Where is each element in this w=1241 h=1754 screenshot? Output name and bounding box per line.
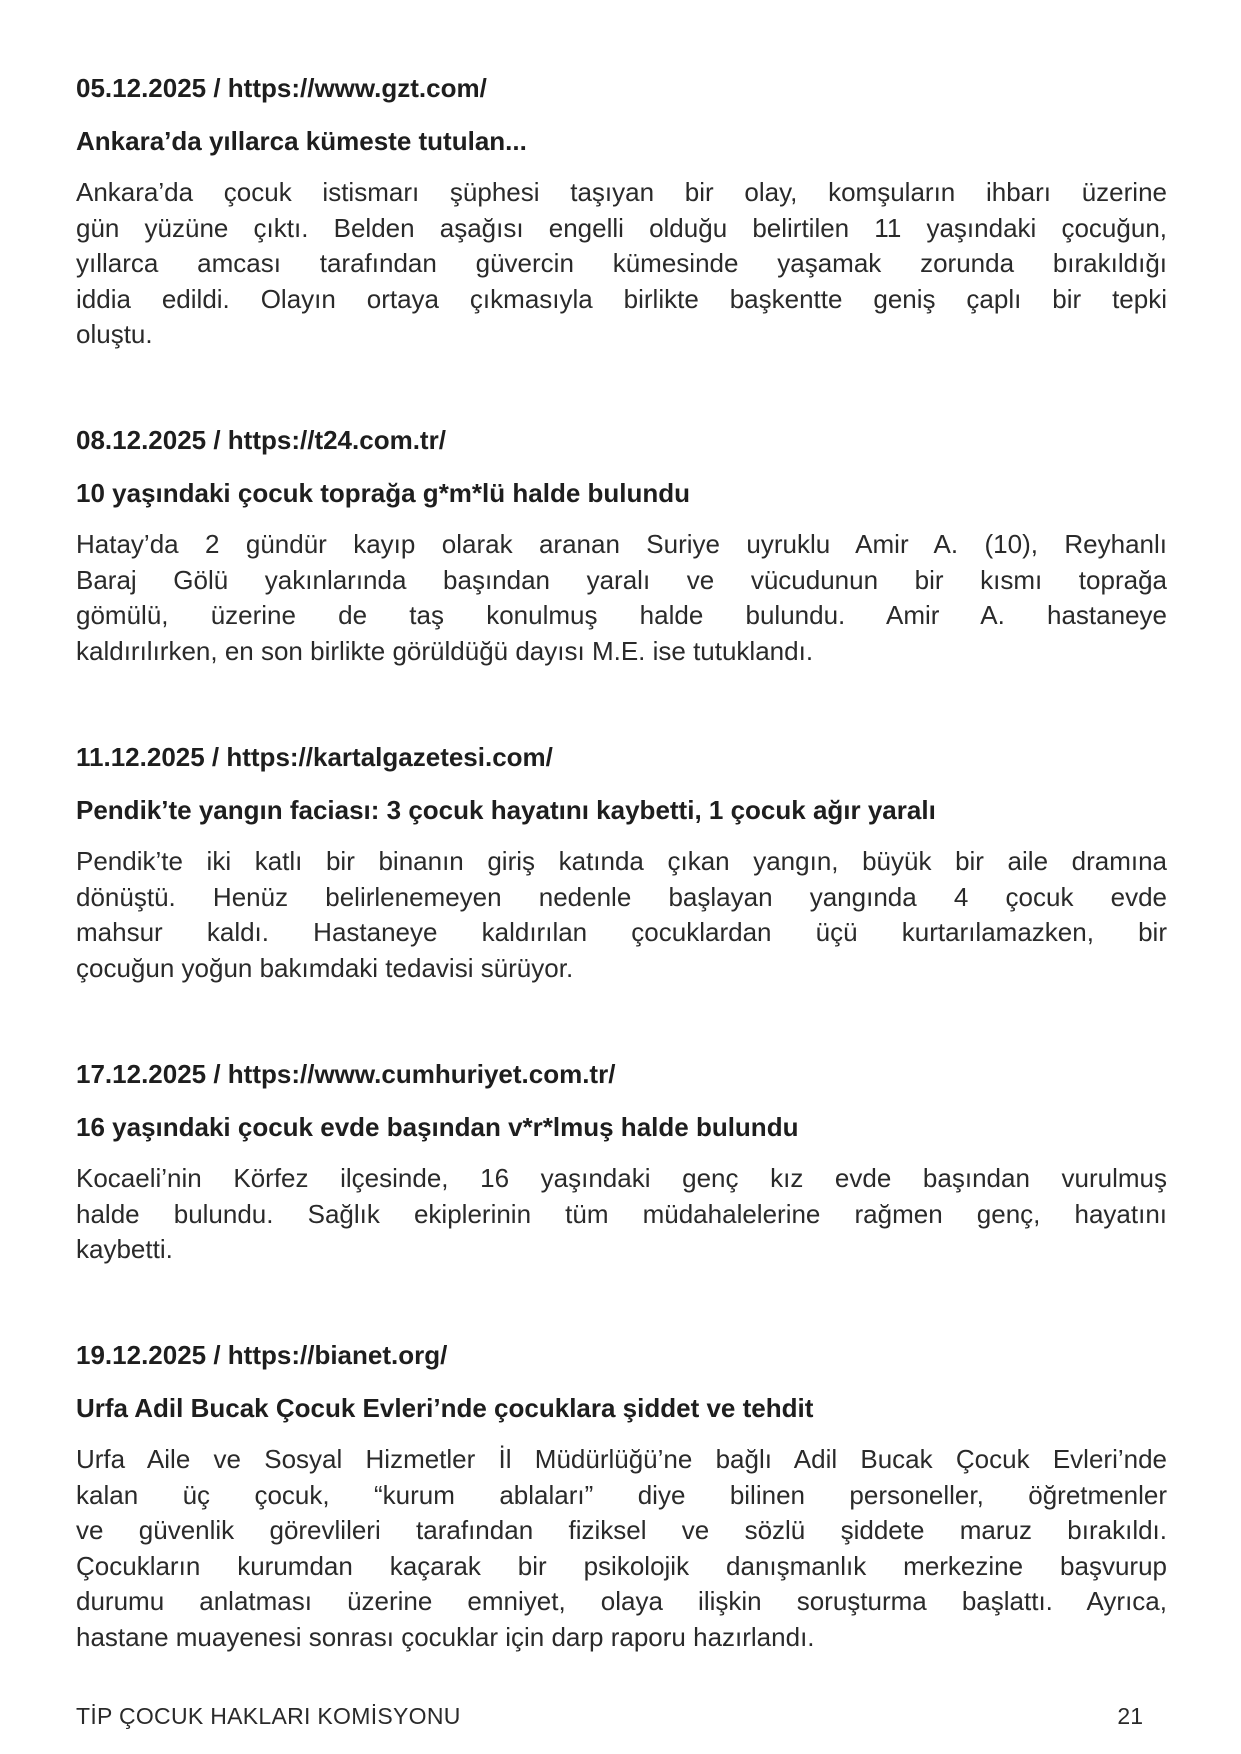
news-entry xyxy=(76,1337,1167,1655)
entry-date-source: 08.12.2025 / https://t24.com.tr/ xyxy=(76,425,446,455)
entry-date-source: 19.12.2025 / https://bianet.org/ xyxy=(76,1340,448,1370)
body-line: oluştu. xyxy=(76,319,153,349)
body-line: halde bulundu. Sağlık ekiplerinin tüm müdahalelerine rağmen genç, hayatını xyxy=(76,1198,1167,1229)
entry-date-source: 05.12.2025 / https://www.gzt.com/ xyxy=(76,73,487,103)
entry-body xyxy=(76,1442,1167,1655)
body-line: kaybetti. xyxy=(76,1234,173,1264)
news-entry xyxy=(76,1056,1167,1268)
body-line: Ankara’da çocuk istismarı şüphesi taşıyan bir olay, komşuların ihbarı üzerine xyxy=(76,177,1167,207)
news-entry xyxy=(76,422,1167,669)
entry-title: Pendik’te yangın faciası: 3 çocuk hayatını kaybetti, 1 çocuk ağır yaralı xyxy=(76,795,936,825)
entry-title: Ankara’da yıllarca kümeste tutulan... xyxy=(76,126,527,156)
body-line: çocuğun yoğun bakımdaki tedavisi sürüyor. xyxy=(76,952,574,983)
body-line: gün yüzüne çıktı. Belden aşağısı engelli olduğu belirtilen 11 yaşındaki çocuğun, xyxy=(76,212,1167,243)
body-line: Hatay’da 2 gündür kayıp olarak aranan Suriye uyruklu Amir A. (10), Reyhanlı xyxy=(76,529,1167,559)
entry-date-source: 17.12.2025 / https://www.cumhuriyet.com.tr/ xyxy=(76,1059,616,1089)
body-line: kalan üç çocuk, “kurum ablaları” diye bilinen personeller, öğretmenler xyxy=(76,1479,1167,1510)
entry-body xyxy=(76,1161,1167,1268)
body-line: ve güvenlik görevlileri tarafından fiziksel ve sözlü şiddete maruz bırakıldı. xyxy=(76,1515,1167,1545)
body-line: dönüştü. Henüz belirlenemeyen nedenle başlayan yangında 4 çocuk evde xyxy=(76,881,1167,912)
entry-date-source: 11.12.2025 / https://kartalgazetesi.com/ xyxy=(76,742,553,772)
body-line: gömülü, üzerine de taş konulmuş halde bulundu. Amir A. hastaneye xyxy=(76,600,1167,630)
body-line: iddia edildi. Olayın ortaya çıkmasıyla birlikte başkentte geniş çaplı bir tepki xyxy=(76,283,1167,314)
news-entry xyxy=(76,70,1167,353)
entry-title: 10 yaşındaki çocuk toprağa g*m*lü halde bulundu xyxy=(76,478,691,508)
footer-organization: TİP ÇOCUK HAKLARI KOMİSYONU xyxy=(76,1703,461,1729)
body-line: durumu anlatması üzerine emniyet, olaya ilişkin soruşturma başlattı. Ayrıca, xyxy=(76,1586,1167,1616)
entry-body xyxy=(76,175,1167,353)
page-number: 21 xyxy=(1117,1703,1143,1729)
body-line: Pendik’te iki katlı bir binanın giriş katında çıkan yangın, büyük bir aile dramına xyxy=(76,846,1167,876)
entry-body xyxy=(76,844,1167,986)
body-line: Baraj Gölü yakınlarında başından yaralı ve vücudunun bir kısmı toprağa xyxy=(76,564,1167,595)
body-line: Çocukların kurumdan kaçarak bir psikolojik danışmanlık merkezine başvurup xyxy=(76,1550,1167,1581)
body-line: hastane muayenesi sonrası çocuklar için darp raporu hazırlandı. xyxy=(76,1621,815,1652)
entry-body xyxy=(76,527,1167,669)
body-line: kaldırılırken, en son birlikte görüldüğü dayısı M.E. ise tutuklandı. xyxy=(76,635,814,666)
entry-title: 16 yaşındaki çocuk evde başından v*r*lmuş halde bulundu xyxy=(76,1112,799,1142)
body-line: yıllarca amcası tarafından güvercin kümesinde yaşamak zorunda bırakıldığı xyxy=(76,248,1167,278)
body-line: Urfa Aile ve Sosyal Hizmetler İl Müdürlüğü’ne bağlı Adil Bucak Çocuk Evleri’nde xyxy=(76,1444,1167,1474)
entry-title: Urfa Adil Bucak Çocuk Evleri’nde çocuklara şiddet ve tehdit xyxy=(76,1393,814,1423)
body-line: Kocaeli’nin Körfez ilçesinde, 16 yaşındaki genç kız evde başından vurulmuş xyxy=(76,1163,1167,1193)
body-line: mahsur kaldı. Hastaneye kaldırılan çocuklardan üçü kurtarılamazken, bir xyxy=(76,917,1167,947)
news-entry xyxy=(76,739,1167,986)
